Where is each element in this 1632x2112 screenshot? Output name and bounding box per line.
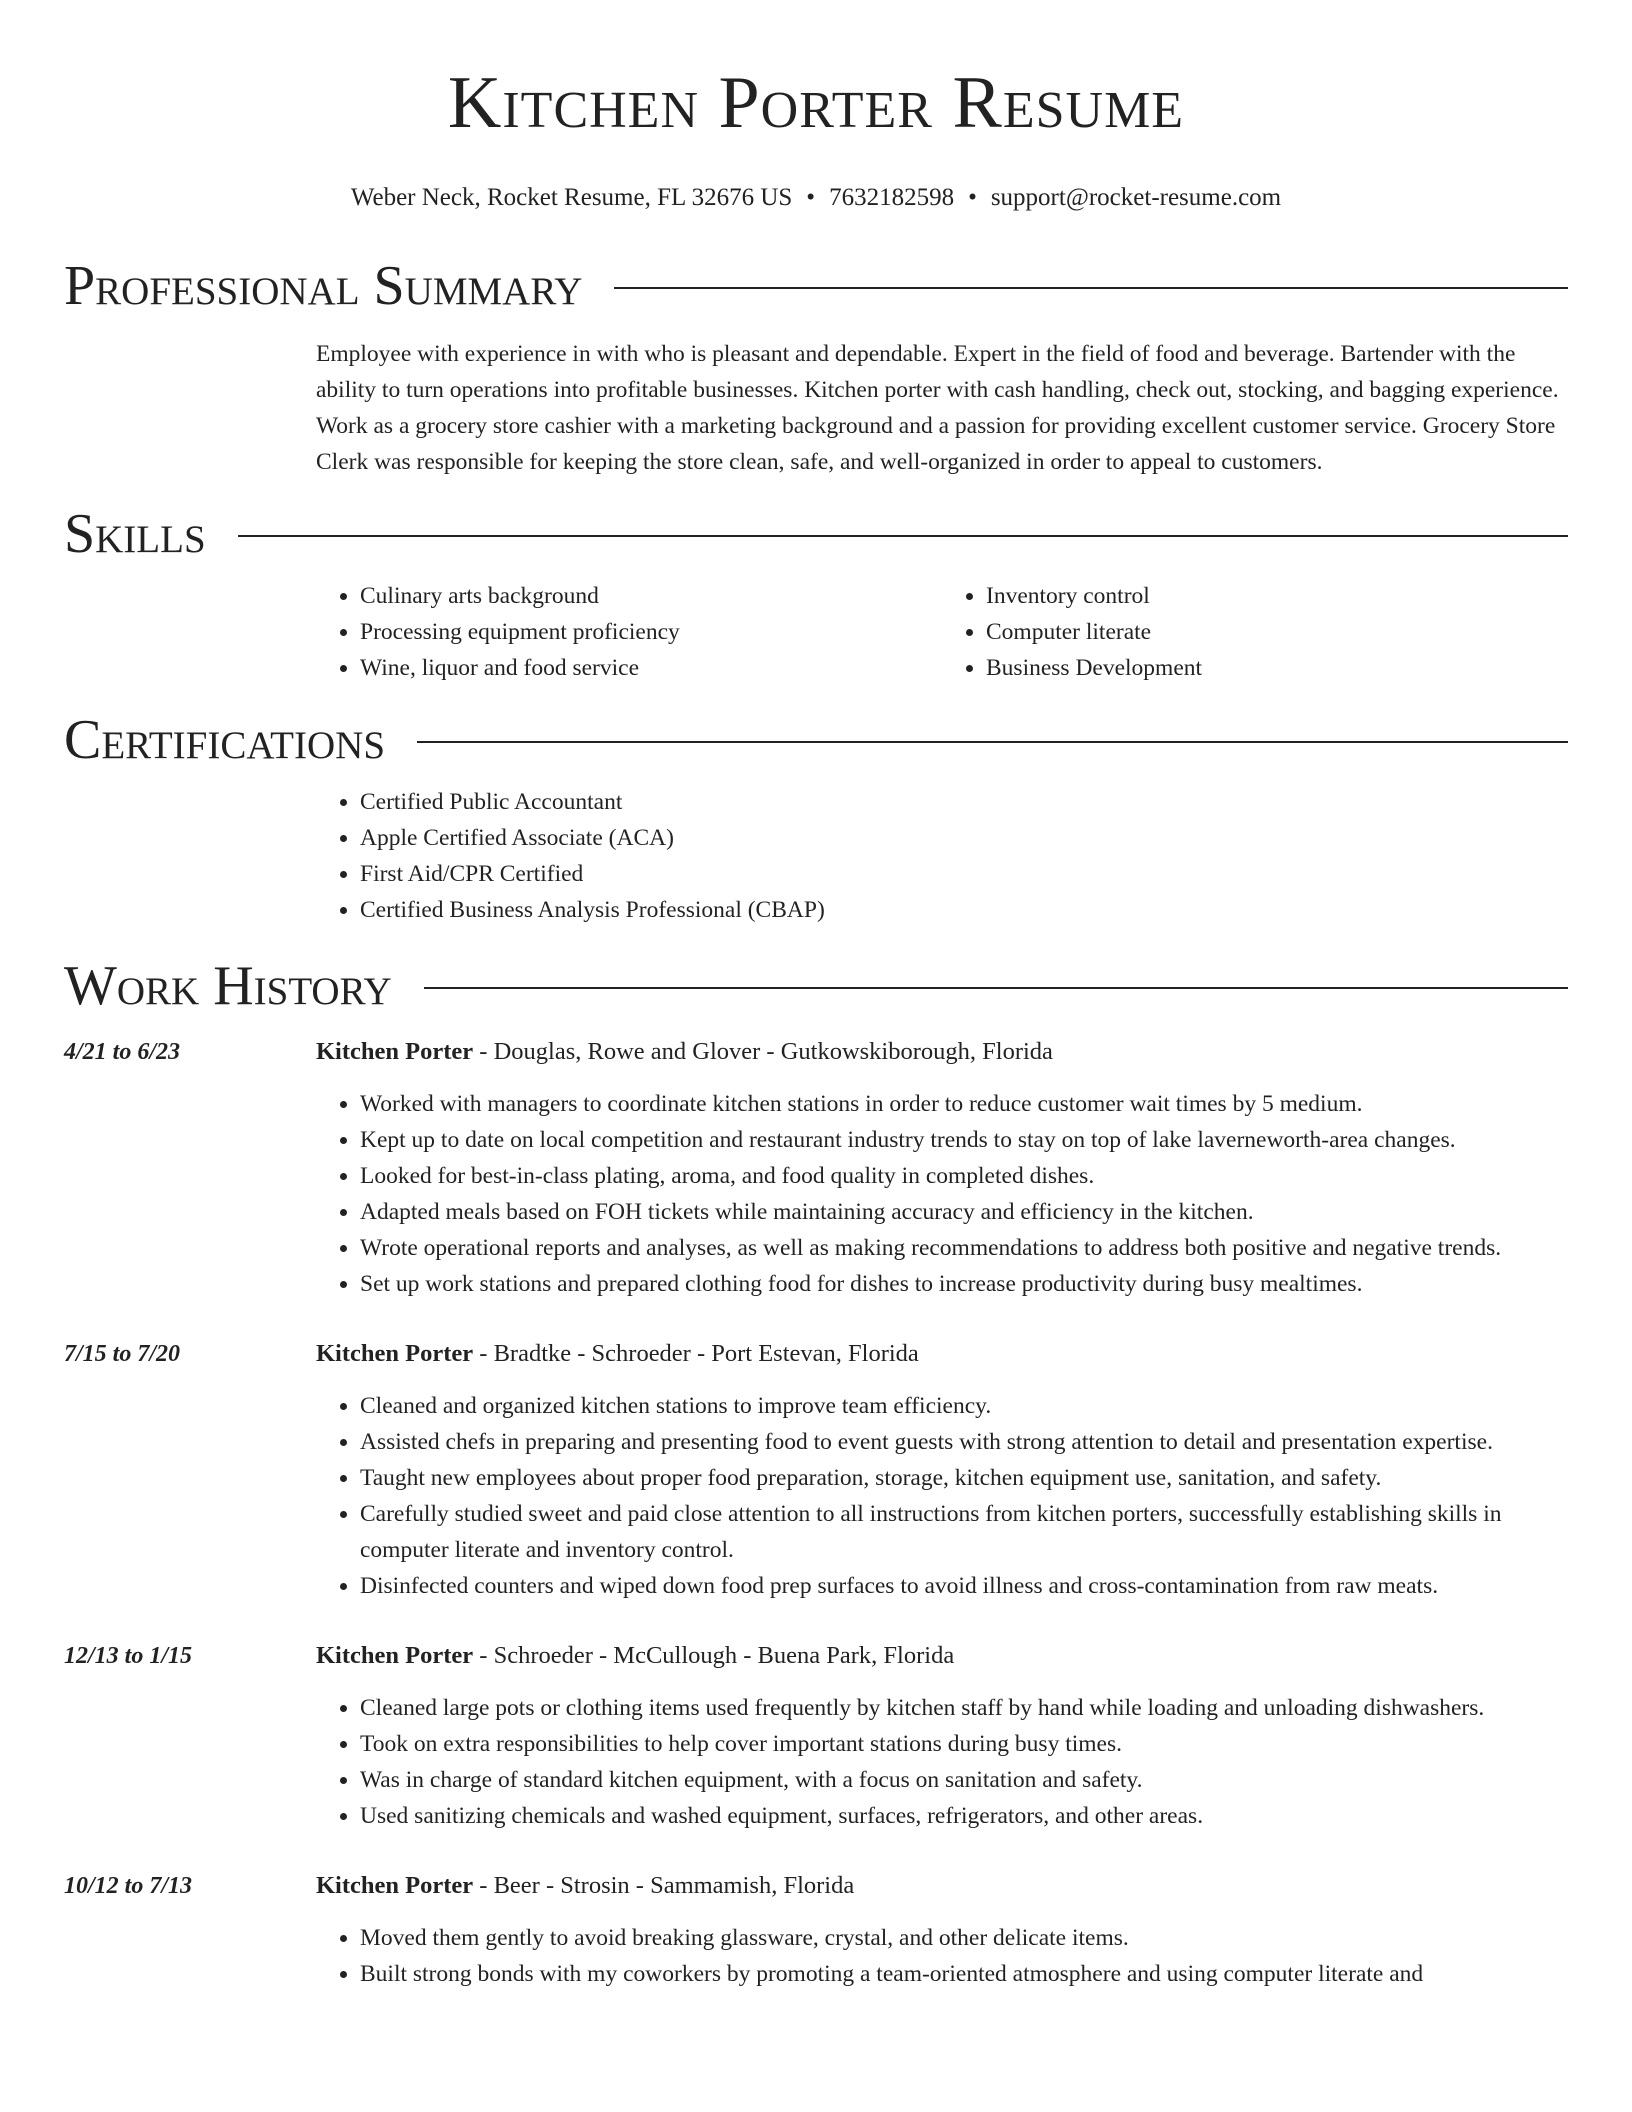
skills-column-left <box>316 578 942 686</box>
section-divider <box>238 535 1568 537</box>
contact-phone: 7632182598 <box>829 184 955 211</box>
job-entry <box>64 1034 1568 1302</box>
contact-separator: • <box>806 184 816 211</box>
certification-item: • Certified Public Accountant <box>360 784 1568 820</box>
job-entry <box>64 1638 1568 1834</box>
job-company: - Bradtke - Schroeder - Port Estevan, Florida <box>473 1340 919 1367</box>
certifications-heading: Certifications <box>64 709 386 771</box>
job-title-line <box>316 1868 1568 1904</box>
skills-heading: Skills <box>64 503 206 565</box>
resume-title: Kitchen Porter Resume <box>447 62 1185 144</box>
job-duty: • Adapted meals based on FOH tickets while maintaining accuracy and efficiency in the kitchen. <box>360 1194 1568 1230</box>
skills-section-header <box>64 502 1568 566</box>
skill-item: • Computer literate <box>986 614 1568 650</box>
job-duty: • Moved them gently to avoid breaking glassware, crystal, and other delicate items. <box>360 1920 1568 1956</box>
section-divider <box>417 741 1568 743</box>
job-duty: • Looked for best-in-class plating, aroma, and food quality in completed dishes. <box>360 1158 1568 1194</box>
job-duty: • Assisted chefs in preparing and presenting food to event guests with strong attention to detail and presentation expertise. <box>360 1424 1568 1460</box>
job-duty: • Carefully studied sweet and paid close attention to all instructions from kitchen porters, successfully establishing skills in computer literate and inventory control. <box>360 1496 1568 1568</box>
summary-section-header <box>64 254 1568 318</box>
certification-item: • First Aid/CPR Certified <box>360 856 1568 892</box>
certifications-section-header <box>64 708 1568 772</box>
job-duty: • Built strong bonds with my coworkers by promoting a team-oriented atmosphere and using computer literate and <box>360 1956 1568 1992</box>
job-company: - Schroeder - McCullough - Buena Park, Florida <box>473 1642 955 1669</box>
job-duties <box>316 1690 1568 1834</box>
job-dates: 10/12 to 7/13 <box>64 1873 193 1899</box>
contact-line <box>64 182 1568 214</box>
skill-item: • Wine, liquor and food service <box>360 650 942 686</box>
job-duty: • Used sanitizing chemicals and washed equipment, surfaces, refrigerators, and other areas. <box>360 1798 1568 1834</box>
skill-item: • Business Development <box>986 650 1568 686</box>
section-divider <box>614 287 1568 289</box>
job-duty: • Taught new employees about proper food preparation, storage, kitchen equipment use, sanitation, and safety. <box>360 1460 1568 1496</box>
job-entry <box>64 1336 1568 1604</box>
job-role: Kitchen Porter <box>316 1642 474 1669</box>
job-duty: • Disinfected counters and wiped down food prep surfaces to avoid illness and cross-contamination from raw meats. <box>360 1568 1568 1604</box>
job-title-line <box>316 1034 1568 1070</box>
work-section-header <box>64 954 1568 1018</box>
job-title-line <box>316 1638 1568 1674</box>
certification-item: • Apple Certified Associate (ACA) <box>360 820 1568 856</box>
skill-item: • Culinary arts background <box>360 578 942 614</box>
job-duty: • Worked with managers to coordinate kitchen stations in order to reduce customer wait times by 5 medium. <box>360 1086 1568 1122</box>
job-role: Kitchen Porter <box>316 1038 474 1065</box>
job-duty: • Was in charge of standard kitchen equipment, with a focus on sanitation and safety. <box>360 1762 1568 1798</box>
job-title-line <box>316 1336 1568 1372</box>
job-dates: 12/13 to 1/15 <box>64 1643 193 1669</box>
job-duty: • Took on extra responsibilities to help cover important stations during busy times. <box>360 1726 1568 1762</box>
skill-item: • Inventory control <box>986 578 1568 614</box>
job-entry <box>64 1868 1568 1992</box>
job-company: - Beer - Strosin - Sammamish, Florida <box>473 1872 855 1899</box>
job-duty: • Cleaned large pots or clothing items used frequently by kitchen staff by hand while loading and unloading dishwashers. <box>360 1690 1568 1726</box>
job-duties <box>316 1388 1568 1604</box>
job-duty: • Set up work stations and prepared clothing food for dishes to increase productivity during busy mealtimes. <box>360 1266 1568 1302</box>
certification-item: • Certified Business Analysis Professional (CBAP) <box>360 892 1568 928</box>
skills-list <box>316 578 1568 686</box>
job-duties <box>316 1920 1568 1992</box>
job-dates: 7/15 to 7/20 <box>64 1341 181 1367</box>
job-duties <box>316 1086 1568 1302</box>
work-heading: Work History <box>64 955 392 1017</box>
section-divider <box>424 987 1568 989</box>
job-role: Kitchen Porter <box>316 1872 474 1899</box>
job-company: - Douglas, Rowe and Glover - Gutkowskiborough, Florida <box>473 1038 1053 1065</box>
job-dates: 4/21 to 6/23 <box>64 1039 181 1065</box>
job-duty: • Wrote operational reports and analyses, as well as making recommendations to address both positive and negative trends. <box>360 1230 1568 1266</box>
summary-heading: Professional Summary <box>64 255 583 317</box>
contact-address: Weber Neck, Rocket Resume, FL 32676 US <box>350 184 793 211</box>
skills-column-right <box>942 578 1568 686</box>
contact-email: support@rocket-resume.com <box>990 184 1282 211</box>
summary-text: Employee with experience in with who is pleasant and dependable. Expert in the field of food and beverage. Bartender with the ability to turn operations into profitable businesses. Kitchen porter with cash handling, check out, stocking, and bagging experience. Work as a grocery store cashier with a marketing background and a passion for providing excellent customer service. Grocery Store Clerk was responsible for keeping the store clean, safe, and well-organized in order to appeal to customers. <box>316 341 1559 475</box>
job-duty: • Kept up to date on local competition and restaurant industry trends to stay on top of lake laverneworth-area changes. <box>360 1122 1568 1158</box>
job-role: Kitchen Porter <box>316 1340 474 1367</box>
job-duty: • Cleaned and organized kitchen stations to improve team efficiency. <box>360 1388 1568 1424</box>
contact-separator: • <box>968 184 977 211</box>
certifications-list <box>316 784 1568 928</box>
skill-item: • Processing equipment proficiency <box>360 614 942 650</box>
